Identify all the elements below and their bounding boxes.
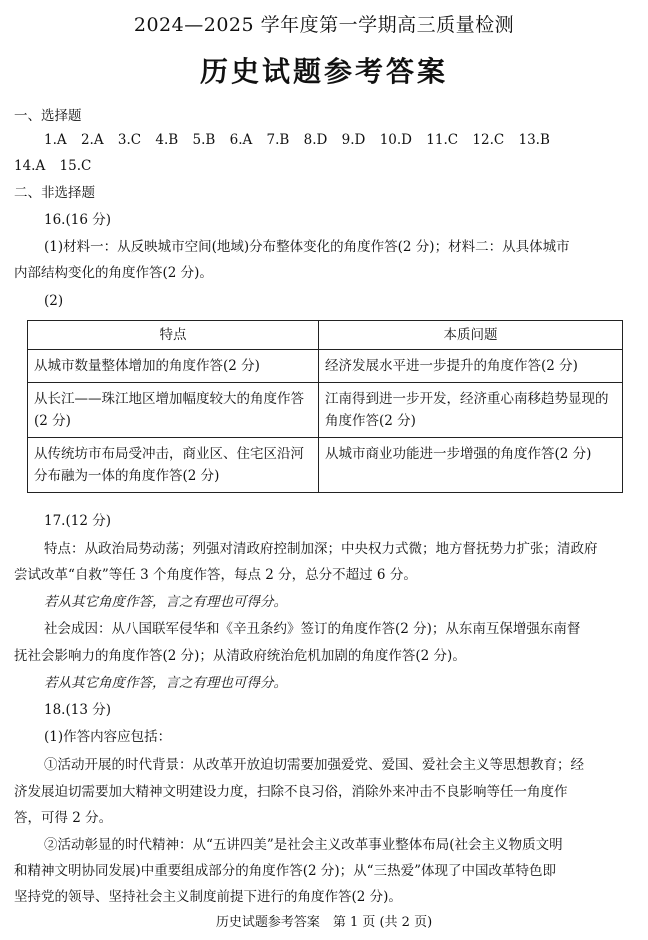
q17-note2: 若从其它角度作答，言之有理也可得分。 xyxy=(44,675,287,691)
q18-p1-line2: 济发展迫切需要加大精神文明建设力度，扫除不良习俗，消除外来冲击不良影响等任一角度作 xyxy=(14,784,568,800)
q18-p2-line2: 和精神文明协同发展)中重要组成部分的角度作答(2 分)；从“三热爱”体现了中国改革特色即 xyxy=(14,863,556,879)
answer-item: 13.B xyxy=(518,132,550,148)
q17-line2: 尝试改革“自救”等任 3 个角度作答，每点 2 分，总分不超过 6 分。 xyxy=(14,567,417,583)
choice-answers-row2 xyxy=(14,158,101,174)
q18-intro: (1)作答内容应包括： xyxy=(44,729,172,745)
table-cell: 江南得到进一步开发，经济重心南移趋势显现的角度作答(2 分) xyxy=(319,383,623,438)
q18-p1-line3: 答，可得 2 分。 xyxy=(14,810,113,826)
choice-answers-row1 xyxy=(44,132,560,148)
answer-item: 1.A xyxy=(44,132,67,148)
answer-item: 4.B xyxy=(155,132,179,148)
section2-heading: 二、非选择题 xyxy=(14,185,95,201)
answer-item: 10.D xyxy=(379,132,412,148)
q16-part1-line2: 内部结构变化的角度作答(2 分)。 xyxy=(14,265,213,281)
answer-item: 7.B xyxy=(266,132,290,148)
table-header-row xyxy=(28,321,623,350)
answer-item: 11.C xyxy=(426,132,459,148)
table-row xyxy=(28,438,623,493)
q18-p2-line3: 坚持党的领导、坚持社会主义制度前提下进行的角度作答(2 分)。 xyxy=(14,889,402,905)
q16-part1-line1: (1)材料一：从反映城市空间(地域)分布整体变化的角度作答(2 分)；材料二：从具体城市 xyxy=(44,239,570,255)
table-cell: 从长江——珠江地区增加幅度较大的角度作答(2 分) xyxy=(28,383,319,438)
q17-label: 17.(12 分) xyxy=(44,513,111,529)
exam-title: 2024—2025 学年度第一学期高三质量检测 xyxy=(133,14,515,36)
document-title: 历史试题参考答案 xyxy=(199,55,448,88)
q17-line3: 社会成因：从八国联军侵华和《辛丑条约》签订的角度作答(2 分)；从东南互保增强东南督 xyxy=(44,621,581,637)
q18-p2-line1: ②活动彰显的时代精神：从“五讲四美”是社会主义改革事业整体布局(社会主义物质文明 xyxy=(44,837,563,853)
table-header-cell: 本质问题 xyxy=(319,321,623,350)
q16-answer-table xyxy=(27,320,623,493)
table-row xyxy=(28,383,623,438)
q16-label: 16.(16 分) xyxy=(44,212,111,228)
page-footer: 历史试题参考答案 第 1 页 (共 2 页) xyxy=(215,915,433,930)
answer-item: 12.C xyxy=(472,132,505,148)
q17-note1: 若从其它角度作答，言之有理也可得分。 xyxy=(44,594,287,610)
answer-item: 6.A xyxy=(229,132,253,148)
table-header-cell: 特点 xyxy=(28,321,319,350)
section1-heading: 一、选择题 xyxy=(14,108,82,124)
table-cell: 经济发展水平进一步提升的角度作答(2 分) xyxy=(319,350,623,383)
q17-line1: 特点：从政治局势动荡；列强对清政府控制加深；中央权力式微；地方督抚势力扩张；清政府 xyxy=(44,541,598,557)
q16-part2-label: (2) xyxy=(44,293,64,309)
table-cell: 从城市商业功能进一步增强的角度作答(2 分) xyxy=(319,438,623,493)
answer-item: 5.B xyxy=(192,132,216,148)
q17-line4: 抚社会影响力的角度作答(2 分)；从清政府统治危机加剧的角度作答(2 分)。 xyxy=(14,648,466,664)
q18-label: 18.(13 分) xyxy=(44,702,111,718)
table-cell: 从城市数量整体增加的角度作答(2 分) xyxy=(28,350,319,383)
answer-item: 14.A xyxy=(14,158,46,174)
table-cell: 从传统坊市布局受冲击，商业区、住宅区沿河分布融为一体的角度作答(2 分) xyxy=(28,438,319,493)
table-row xyxy=(28,350,623,383)
answer-item: 8.D xyxy=(303,132,328,148)
answer-item: 9.D xyxy=(341,132,366,148)
answer-item: 15.C xyxy=(59,158,92,174)
answer-item: 3.C xyxy=(117,132,142,148)
answer-item: 2.A xyxy=(80,132,104,148)
q18-p1-line1: ①活动开展的时代背景：从改革开放迫切需要加强爱党、爱国、爱社会主义等思想教育；经 xyxy=(44,757,584,773)
